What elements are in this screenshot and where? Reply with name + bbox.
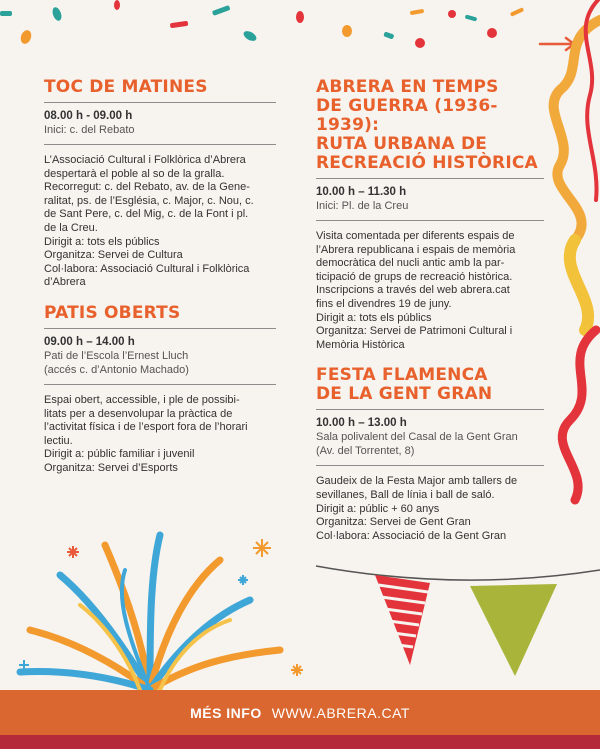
confetti-icon xyxy=(0,0,524,48)
event-title-line: DE GUERRA (1936-1939): xyxy=(316,96,498,135)
footer-bar xyxy=(0,690,600,735)
event-toc-de-matines xyxy=(44,78,276,290)
event-title xyxy=(44,78,276,103)
event-description xyxy=(316,475,544,543)
event-place xyxy=(316,430,544,466)
event-place-line: Inici: c. del Rebato xyxy=(44,124,135,136)
description-line: ticipació de grups de recreació històrica. xyxy=(316,270,513,283)
event-time: 08.00 h - 09.00 h xyxy=(44,110,133,122)
description-line: Dirigit a: tots els públics xyxy=(316,311,432,324)
event-title-line: TOC DE MATINES xyxy=(44,77,208,97)
right-column xyxy=(316,78,544,557)
left-column xyxy=(44,78,276,490)
more-info-label: MÉS INFO xyxy=(190,704,262,721)
event-title-line: ABRERA EN TEMPS xyxy=(316,77,499,97)
fireworks-icon xyxy=(20,535,280,690)
description-line: de Sant Pere, c. del Mig, c. de la Font i pl. xyxy=(44,208,249,221)
event-place-line: (Av. del Torrentet, 8) xyxy=(316,445,415,458)
description-line: ralitat, ps. de l’Església, c. Major, c. Nou, c. xyxy=(44,194,254,207)
description-line: litats per a desenvolupar la pràctica de xyxy=(44,407,233,420)
description-line: de la Creu. xyxy=(44,221,98,234)
event-place-line: (accés c. d’Antonio Machado) xyxy=(44,363,189,376)
footer-strip xyxy=(0,735,600,749)
event-title-line: RECREACIÓ HISTÒRICA xyxy=(316,153,538,173)
description-line: despertarà el poble al so de la gralla. xyxy=(44,167,225,180)
event-description xyxy=(44,154,276,290)
description-line: l’activitat física i de l’esport fora de l’horari xyxy=(44,421,248,434)
event-title-line: PATIS OBERTS xyxy=(44,302,181,323)
description-line: Memòria Històrica xyxy=(316,338,405,351)
description-line: Col·labora: Associació Cultural i Folklòrica xyxy=(44,262,250,275)
event-place-line: Sala polivalent del Casal de la Gent Gran xyxy=(316,431,518,444)
spark-icon xyxy=(19,539,303,676)
description-line: Visita comentada per diferents espais de xyxy=(316,230,515,242)
event-place-line: Inici: Pl. de la Creu xyxy=(316,200,409,212)
description-line: Recorregut: c. del Rebato, av. de la Gene- xyxy=(44,181,250,194)
bunting-icon xyxy=(316,566,600,676)
description-line: Organitza: Servei de Patrimoni Cultural i xyxy=(316,325,513,338)
event-time: 10.00 h – 11.30 h xyxy=(316,186,407,198)
description-line: Dirigit a: públic familiar i juvenil xyxy=(44,448,195,461)
event-title xyxy=(316,78,544,179)
event-title xyxy=(44,304,276,329)
event-festa-flamenca xyxy=(316,366,544,543)
description-line: Inscripcions a través del web abrera.cat xyxy=(316,284,510,297)
description-line: Gaudeix de la Festa Major amb tallers de xyxy=(316,475,518,488)
description-line: lectiu. xyxy=(44,434,73,447)
website-link[interactable]: WWW.ABRERA.CAT xyxy=(271,704,410,721)
event-place-line: Pati de l’Escola l’Ernest Lluch xyxy=(44,349,189,362)
streamer-icon xyxy=(540,0,600,500)
description-line: democràtica del nucli antic amb la par- xyxy=(316,257,505,270)
description-line: Organitza: Servei de Cultura xyxy=(44,249,183,262)
event-place xyxy=(44,349,276,385)
event-patis-oberts xyxy=(44,304,276,476)
event-place xyxy=(316,199,544,221)
description-line: Espai obert, accessible, i ple de possibi- xyxy=(44,393,240,406)
description-line: Dirigit a: tots els públics xyxy=(44,235,160,248)
event-title-line: DE LA GENT GRAN xyxy=(316,384,493,405)
description-line: l’Abrera republicana i espais de memòria xyxy=(316,243,516,256)
event-title xyxy=(316,366,544,410)
description-line: Organitza: Servei de Gent Gran xyxy=(316,516,471,529)
description-line: fins el divendres 19 de juny. xyxy=(316,297,452,310)
description-line: Organitza: Servei d’Esports xyxy=(44,461,178,474)
description-line: Dirigit a: públic + 60 anys xyxy=(316,502,440,515)
description-line: Col·labora: Associació de la Gent Gran xyxy=(316,529,507,542)
event-title-line: FESTA FLAMENCA xyxy=(316,365,488,386)
description-line: L’Associació Cultural i Folklòrica d’Abrera xyxy=(44,154,246,166)
event-abrera-en-temps-de-guerra xyxy=(316,78,544,352)
event-description xyxy=(316,230,544,352)
event-place xyxy=(44,123,276,145)
event-time: 10.00 h – 13.00 h xyxy=(316,417,407,430)
event-time: 09.00 h – 14.00 h xyxy=(44,335,135,348)
description-line: sevillanes, Ball de línia i ball de saló. xyxy=(316,488,495,501)
event-description xyxy=(44,394,276,476)
event-title-line: RUTA URBANA DE xyxy=(316,134,488,154)
description-line: d’Abrera xyxy=(44,276,86,289)
